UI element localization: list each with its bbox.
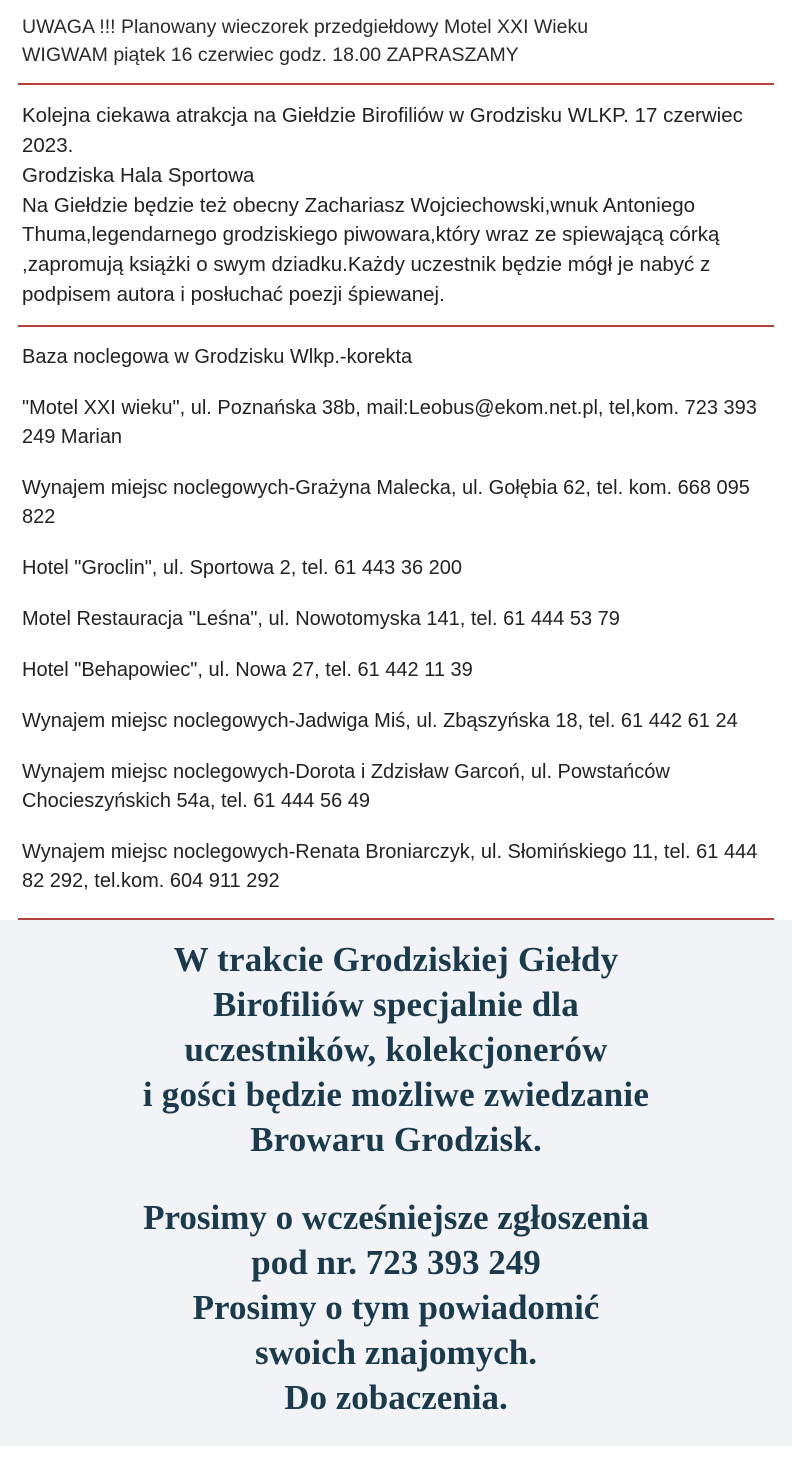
lodging-heading: Baza noclegowa w Grodzisku Wlkp.-korekta: [22, 346, 413, 369]
list-item: Motel Restauracja "Leśna", ul. Nowotomyska 141, tel. 61 444 53 79: [22, 608, 620, 631]
banner-line: swoich znajomych.: [255, 1332, 537, 1372]
attraction-line-2: Grodziska Hala Sportowa: [22, 163, 255, 187]
list-item: Wynajem miejsc noclegowych-Grażyna Malecka, ul. Gołębia 62, tel. kom. 668 095 822: [22, 477, 750, 529]
attraction-section: [0, 85, 792, 321]
notice-line-1: UWAGA !!! Planowany wieczorek przedgiełdowy Motel XXI Wieku: [22, 16, 589, 38]
banner-line: Prosimy o tym powiadomić: [192, 1287, 600, 1327]
list-item: Wynajem miejsc noclegowych-Renata Broniarczyk, ul. Słomińskiego 11, tel. 61 444 82 292, tel.kom. 604 911 292: [22, 841, 758, 893]
list-item: Hotel "Behapowiec", ul. Nowa 27, tel. 61 442 11 39: [22, 659, 473, 682]
list-item: "Motel XXI wieku", ul. Poznańska 38b, mail:Leobus@ekom.net.pl, tel,kom. 723 393 249 Marian: [22, 397, 757, 449]
attraction-line-3: Na Giełdzie będzie też obecny Zachariasz Wojciechowski,wnuk Antoniego Thuma,legendarnego grodziskiego piwowara,który wraz ze spiewającą córką ,zapromują książki o swym dziadku.Każdy uczestnik będzie mógł je nabyć z podpisem autora i posłuchać poezji śpiewanej.: [22, 193, 720, 306]
banner-block-contact: [16, 1196, 776, 1420]
attraction-line-1: Kolejna ciekawa atrakcja na Giełdzie Birofiliów w Grodzisku WLKP. 17 czerwiec 2023.: [22, 104, 743, 158]
brewery-banner: [0, 920, 792, 1446]
notice-section: [0, 0, 792, 79]
list-item: Wynajem miejsc noclegowych-Jadwiga Miś, ul. Zbąszyńska 18, tel. 61 442 61 24: [22, 710, 738, 733]
banner-line: W trakcie Grodziskiej Giełdy: [173, 940, 619, 980]
banner-line: Do zobaczenia.: [284, 1377, 508, 1417]
list-item: Hotel "Groclin", ul. Sportowa 2, tel. 61 443 36 200: [22, 557, 463, 580]
banner-block-invitation: [16, 938, 776, 1162]
banner-line: pod nr. 723 393 249: [251, 1243, 541, 1283]
banner-line: Prosimy o wcześniejsze zgłoszenia: [143, 1198, 649, 1238]
banner-line: uczestników, kolekcjonerów: [184, 1030, 608, 1069]
banner-line: i gości będzie możliwe zwiedzanie: [142, 1074, 650, 1114]
notice-line-2: WIGWAM piątek 16 czerwiec godz. 18.00 ZAPRASZAMY: [22, 43, 519, 66]
banner-line: Birofiliów specjalnie dla: [212, 985, 580, 1025]
list-item: Wynajem miejsc noclegowych-Dorota i Zdzisław Garcoń, ul. Powstańców Chocieszyńskich 54a, tel. 61 444 56 49: [22, 761, 670, 813]
banner-line: Browaru Grodzisk.: [250, 1119, 542, 1159]
lodging-section: [0, 327, 792, 914]
